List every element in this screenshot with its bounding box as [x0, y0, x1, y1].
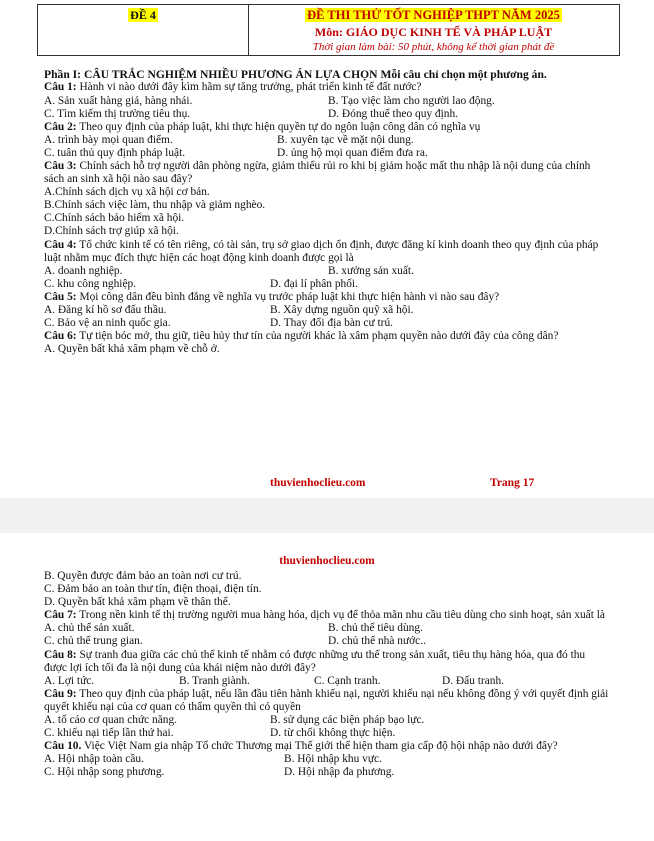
answer-option: D. từ chối không thực hiện. [270, 727, 396, 740]
answer-row [44, 108, 610, 121]
footer-site: thuvienhoclieu.com [270, 477, 366, 489]
questions-page-1 [44, 68, 610, 356]
answer-option: D. Quyền bất khả xâm phạm về thân thể. [44, 596, 231, 609]
answer-row [44, 766, 610, 779]
answer-option: C. khu công nghiệp. [44, 277, 137, 290]
page-18 [0, 533, 654, 841]
answer-option: B. Hội nhập khu vực. [284, 753, 382, 766]
answer-option: D. đại lí phân phối. [270, 277, 358, 290]
answer-option: B. sử dụng các biện pháp bạo lực. [270, 714, 425, 727]
answer-option: A. Quyền bất khả xâm phạm về chỗ ở. [44, 343, 220, 356]
answer-option: A. trình bày mọi quan điểm. [44, 133, 173, 146]
answer-option: B. Tạo việc làm cho người lao động. [328, 94, 495, 107]
question-9: Câu 9: Theo quy định của pháp luật, nếu lần đầu tiên hành khiếu nại, người khiếu nại nếu không đồng ý với quyết định giải quyết khiếu nại của cơ quan có thẩm quyền thì có quyền [44, 687, 609, 713]
answer-option: C. Hội nhập song phương. [44, 766, 165, 779]
answer-option: D.Chính sách trợ giúp xã hội. [44, 225, 179, 238]
question-1: Câu 1: Hành vi nào dưới đây kìm hãm sự tăng trưởng, phát triển kinh tế đất nước? [44, 81, 422, 94]
exam-duration: Thời gian làm bài: 50 phút, không kể thời gian phát đề [312, 41, 555, 53]
answer-row [44, 317, 610, 330]
answer-option: D. Thay đổi địa bàn cư trú. [270, 317, 394, 330]
exam-title-cell [248, 5, 619, 55]
question-7: Câu 7: Trong nền kinh tế thị trường người mua hàng hóa, dịch vụ để thỏa mãn nhu cầu tiêu dùng cho sinh hoạt, sản xuất là [44, 609, 605, 622]
answer-option: A. Sản xuất hàng giả, hàng nhái. [44, 94, 193, 107]
answer-option: A.Chính sách dịch vụ xã hội cơ bản. [44, 186, 210, 199]
answer-option: C. chủ thể trung gian. [44, 635, 143, 648]
answer-option: B. Tranh giành. [179, 674, 250, 687]
answer-option: C. khiếu nại tiếp lần thứ hai. [44, 727, 174, 740]
question-10: Câu 10. Việc Việt Nam gia nhập Tổ chức Thương mại Thế giới thể hiện tham gia cấp độ hội nhập nào dưới đây? [44, 740, 558, 753]
answer-row [44, 147, 610, 160]
answer-option: C. Bảo vệ an ninh quốc gia. [44, 317, 171, 330]
answer-option: A. doanh nghiệp. [44, 264, 123, 277]
answer-option: C. Tìm kiếm thị trường tiêu thụ. [44, 107, 191, 120]
answer-row [44, 265, 610, 278]
question-4: Câu 4: Tổ chức kinh tế có tên riêng, có tài sản, trụ sở giao dịch ổn định, được đăng kí kinh doanh theo quy định của pháp luật nhằm mục đích thực hiện các hoạt động kinh doanh được gọi là [44, 238, 599, 264]
questions-page-2 [44, 570, 610, 780]
exam-header [37, 4, 620, 56]
answer-row [44, 95, 610, 108]
question-3: Câu 3: Chính sách hỗ trợ người dân phòng ngừa, giảm thiểu rủi ro khi bị giảm hoặc mất thu nhập là nội dung của chính sách an sinh xã hội nào sau đây? [44, 159, 591, 186]
answer-option: C. Cạnh tranh. [314, 674, 381, 687]
answer-option: B. Xây dựng nguồn quỹ xã hội. [270, 304, 414, 316]
exam-code: ĐỀ 4 [130, 8, 156, 22]
answer-row [44, 675, 610, 688]
answer-row [44, 714, 610, 727]
answer-option: C.Chính sách bảo hiểm xã hội. [44, 212, 185, 225]
answer-row [44, 278, 610, 291]
answer-option: A. Hội nhập toàn cầu. [44, 753, 144, 766]
answer-option: B. chủ thể tiêu dùng. [328, 622, 423, 635]
answer-option: A. chủ thể sản xuất. [44, 622, 135, 635]
answer-option: D. Đóng thuế theo quy định. [328, 107, 459, 120]
answer-option: B. xưởng sản xuất. [328, 264, 414, 277]
answer-option: B. xuyên tạc về mặt nội dung. [277, 133, 414, 146]
answer-option: A. Lợi tức. [44, 674, 95, 687]
answer-row [44, 134, 610, 147]
question-6: Câu 6: Tự tiện bóc mở, thu giữ, tiêu hủy thư tín của người khác là xâm phạm quyền nào dưới đây của công dân? [44, 330, 559, 343]
question-2: Câu 2: Theo quy định của pháp luật, khi thực hiện quyền tự do ngôn luận công dân có nghĩa vụ [44, 120, 481, 133]
exam-code-cell [38, 5, 249, 55]
answer-row [44, 622, 610, 635]
question-5: Câu 5: Mọi công dân đều bình đẳng về nghĩa vụ trước pháp luật khi thực hiện hành vi nào sau đây? [44, 290, 500, 303]
answer-option: C. Đảm bảo an toàn thư tín, điện thoại, điện tín. [44, 583, 262, 596]
answer-row [44, 635, 610, 648]
answer-option: D. Đấu tranh. [442, 674, 504, 687]
page-number: Trang 17 [490, 477, 535, 489]
answer-option: D. chủ thể nhà nước.. [328, 635, 426, 648]
answer-option: D. ủng hộ mọi quan điểm đưa ra. [277, 146, 428, 159]
answer-option: C. tuân thủ quy định pháp luật. [44, 146, 186, 159]
answer-option: A. Đăng kí hồ sơ đấu thầu. [44, 304, 167, 316]
answer-option: B.Chính sách việc làm, thu nhập và giảm nghèo. [44, 199, 266, 212]
part-1-title: Phần I: CÂU TRẮC NGHIỆM NHIỀU PHƯƠNG ÁN LỰA CHỌN Mỗi câu chỉ chọn một phương án. [44, 68, 547, 81]
answer-option: B. Quyền được đảm bảo an toàn nơi cư trú. [44, 570, 242, 582]
answer-row [44, 727, 610, 740]
question-8: Câu 8: Sự tranh đua giữa các chủ thể kinh tế nhằm có được những ưu thế trong sản xuất, tiêu thụ hàng hóa, qua đó thu được lợi ích tối đa là nội dung của khái niệm nào dưới đây? [44, 648, 586, 674]
header-site: thuvienhoclieu.com [279, 555, 375, 567]
exam-title: ĐỀ THI THỬ TỐT NGHIỆP THPT NĂM 2025 [307, 8, 560, 22]
answer-option: A. tố cáo cơ quan chức năng. [44, 714, 178, 727]
answer-row [44, 304, 610, 317]
answer-option: D. Hội nhập đa phương. [284, 766, 395, 779]
exam-subject: Môn: GIÁO DỤC KINH TẾ VÀ PHÁP LUẬT [314, 25, 553, 39]
answer-row [44, 753, 610, 766]
